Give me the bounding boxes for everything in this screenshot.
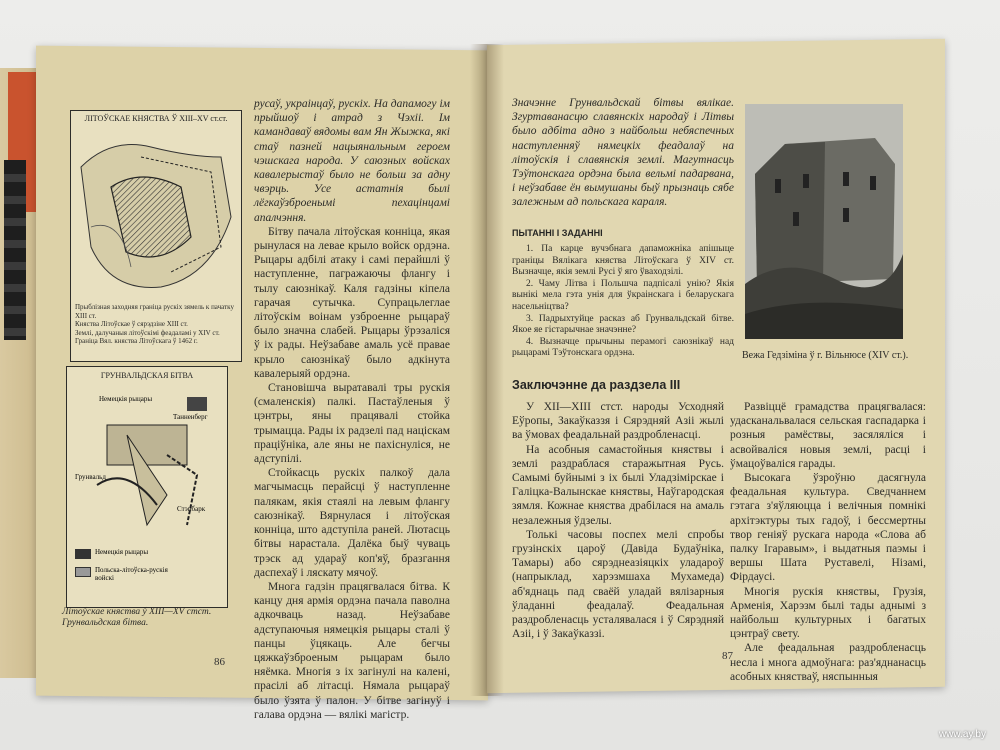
right-top-paragraph: Значэнне Грунвальдскай бітвы вялікае. Згуртаванасцю славянскіх народаў і Літвы было адбіта адно з найбольш небяспечных наступленняў нямецкіх феадалаў на літоўскія і славянскія землі. Магутнасць Тэўтонскага ордэна была вельмі падарвана, і неўзабаве ён вымушаны быў прызнаць сябе залежным ад польскага караля.: [512, 97, 734, 209]
question-3: 3. Падрыхтуйце расказ аб Грунвальдскай бітве. Якое яе гістарычнае значэнне?: [512, 313, 734, 336]
left-paragraph-4: Стойкасць рускіх палкоў дала магчымасць перайсці ў наступленне палякам, якія стаялі на левым флангу саюзнікаў. Вярнулася і літоўская конніца, што адступіла раней. Лютасць бітвы нарастала. Далёка быў чуваць трэск ад удараў коп'яў, бразгання даспехаў і ляскату мячоў.: [254, 467, 450, 579]
map-grunwald-battle: [66, 366, 228, 608]
questions-heading: ПЫТАННІ І ЗАДАННІ: [512, 228, 603, 238]
map2-label-grunwald: Грунвальд: [75, 473, 106, 481]
map2-label-stenbark: Стэнбарк: [177, 505, 206, 513]
map1-legend-4: Граніца Вял. княства Літоўскага ў 1462 г.: [75, 337, 198, 345]
question-1: 1. Па карце вучэбнага дапаможніка апішыце граніцы Вялікага княства Літоўскага ў XIV ст. Вызначце, якія землі Русі ў яго ўваходзілі.: [512, 244, 734, 278]
tower-image: [745, 104, 903, 339]
map1-legend-3: Землі, далучаныя літоўскімі феадаламі у XIV ст.: [75, 328, 220, 337]
conclusion-paragraph-2: На асобныя самастойныя княствы і землі раздраблася старажытная Русь. Самымі буйнымі з іх былі Уладзімірскае і Галіцка-Валынскае княствы, Наўгародская зямля. Кожнае княства драбілася на амаль незалежныя ўдзелы.: [512, 443, 724, 527]
map-lithuanian-principality: [70, 110, 242, 362]
map2-legend-key-2: [75, 567, 91, 577]
conclusion-paragraph-5: Высокага ўзроўню дасягнула феадальная культура. Сведчаннем гэтага з'яўляюцца і велічныя помнікі архітэктуры тых гадоў, і бессмертны твор геніяў рускага народа «Слова аб палку Ігаравым», і выдатныя паэмы і вершы Шата Руставелі, Нізамі, Фірдаусі.: [730, 472, 926, 584]
map1-legend-2: Княства Літоўскае ў сярэдзіне XIII ст.: [75, 320, 188, 328]
left-paragraph-3: Становішча выратавалі тры рускія (смаленскія) палкі. Пастаўленыя ў цэнтры, яны працявалі стойка трымацца. Рады іх радзелі пад націскам праціўніка, але яны не пахіснуліся, не адступілі.: [254, 382, 450, 466]
section-heading: Заключэнне да раздзела III: [512, 378, 681, 392]
right-page-number: 87: [722, 650, 733, 662]
cover-dark-pattern: [4, 160, 26, 340]
map2-legend-2: Польска-літоўска-рускія войскі: [95, 566, 168, 582]
left-paragraph-1: русаў, украінцаў, рускіх. На дапамогу ім прыйшоў і атрад з Чэхіі. Ім камандаваў вядомы вам Ян Жыжка, які стаў пазней нацыянальным героем чэшскага народа. У саюзных войсках кавалерыстаў было не больш за адну чвэрць. Усе астатнія былі лёгкаўзброенымі пехацінцамі апалчэння.: [254, 98, 450, 224]
left-page-number: 86: [214, 656, 225, 668]
maps-caption: Літоўскае княства ў XIII—XV стст. Грунвальдская бітва.: [62, 607, 212, 628]
gediminas-tower-photo: [745, 104, 903, 339]
map2-legend-1: Немецкія рыцары: [95, 548, 149, 556]
map2-label-tannenberg: Танненберг: [173, 413, 208, 421]
conclusion-paragraph-4: Развіццё грамадства працягвалася: удасканальвалася сельская гаспадарка і розныя рамёствы, засяляліся і асвойваліся новыя землі, расці і ўмацоўваліся гарады.: [730, 401, 926, 470]
conclusion-paragraph-7: Але феадальная раздробленасць несла і многа адмоўнага: раз'яднанасць асобных княстваў, няспынныя: [730, 642, 926, 683]
right-column-2: [730, 400, 926, 684]
map1-title: ЛІТОЎСКАЕ КНЯСТВА Ў XIII–XV ст.ст.: [84, 114, 228, 123]
photo-caption: Вежа Гедзіміна ў г. Вільнюсе (XIV ст.).: [742, 350, 909, 361]
map2-graphic: [67, 385, 227, 545]
conclusion-paragraph-3: Толькі часовы поспех мелі спробы грузінскіх цароў (Давіда Будаўніка, Тамары) або сярэднеазіяцкіх уладароў (напрыклад, харэзмшаха Мухамеда) аб'яднаць пад сваёй уладай вялізарныя ўладанні феадалаў. Феадальная раздробленасць усталявалася і ў Сярэдняй Азіі, і ў Закаўказзі.: [512, 528, 724, 641]
map1-graphic: [71, 127, 241, 302]
book-gutter: [470, 44, 504, 696]
left-page-text: [254, 97, 450, 722]
left-paragraph-5: Многа гадзін працягвалася бітва. К канцу дня армія ордэна пачала паволна адкочваць назад. Неўзабаве адступаючыя нямецкія рыцары сталі ў панцы ўцякаць. Але бегчы цяжкаўзброеным рыцарам было няёмка. Многія з іх загінулі на калені, прасілі аб літасці. Нямала рыцараў было ўзята ў палон. У бітве загінуў і галава ордэна — вялікі магістр.: [254, 580, 450, 721]
right-column-1: [512, 400, 724, 641]
question-2: 2. Чаму Літва і Польшча падпісалі унію? Якія вынікі мела гэта унія для ўкраінскага і беларускага насельніцтва?: [512, 278, 734, 312]
conclusion-paragraph-6: Многія рускія княствы, Грузія, Арменія, Харэзм былі тады аднымі з найбольш культурных і багатых цэнтраў свету.: [730, 585, 926, 641]
question-4: 4. Вызначце прычыны перамогі саюзнікаў над рыцарамі Тэўтонскага ордэна.: [512, 336, 734, 359]
watermark: www.ay.by: [938, 729, 986, 740]
map1-legend-1: Прыблізная заходняя граніца рускіх зямель к пачатку XIII ст.: [75, 303, 234, 320]
map2-title: ГРУНВАЛЬДСКАЯ БІТВА: [100, 371, 194, 380]
left-paragraph-2: Бітву пачала літоўская конніца, якая рынулася на левае крыло войск ордэна. Рыцары адбілі атаку і самі перайшлі ў наступленне, пагражаючы флангу і тылу саюзнікаў. Каля гадзіны кіпела гарачая сутычка. Супрацьлеглае літоўскім воінам узброенне рыцараў было значна слабей. Рыцары ўрэзаліся ў іх рады. Неўзабаве амаль усё правае крыло саюзнікаў было адкінута кавалерыяй ордэна.: [254, 225, 450, 380]
map1-legend: [75, 303, 237, 346]
map2-legend-key-1: [75, 549, 91, 559]
conclusion-paragraph-1: У XII—XIII стст. народы Усходняй Еўропы, Закаўказзя і Сярэдняй Азіі жылі ва ўмовах феадальнай раздробленасці.: [512, 401, 724, 442]
questions-list: [512, 244, 734, 360]
map2-label-knights: Немецкія рыцары: [99, 395, 153, 403]
